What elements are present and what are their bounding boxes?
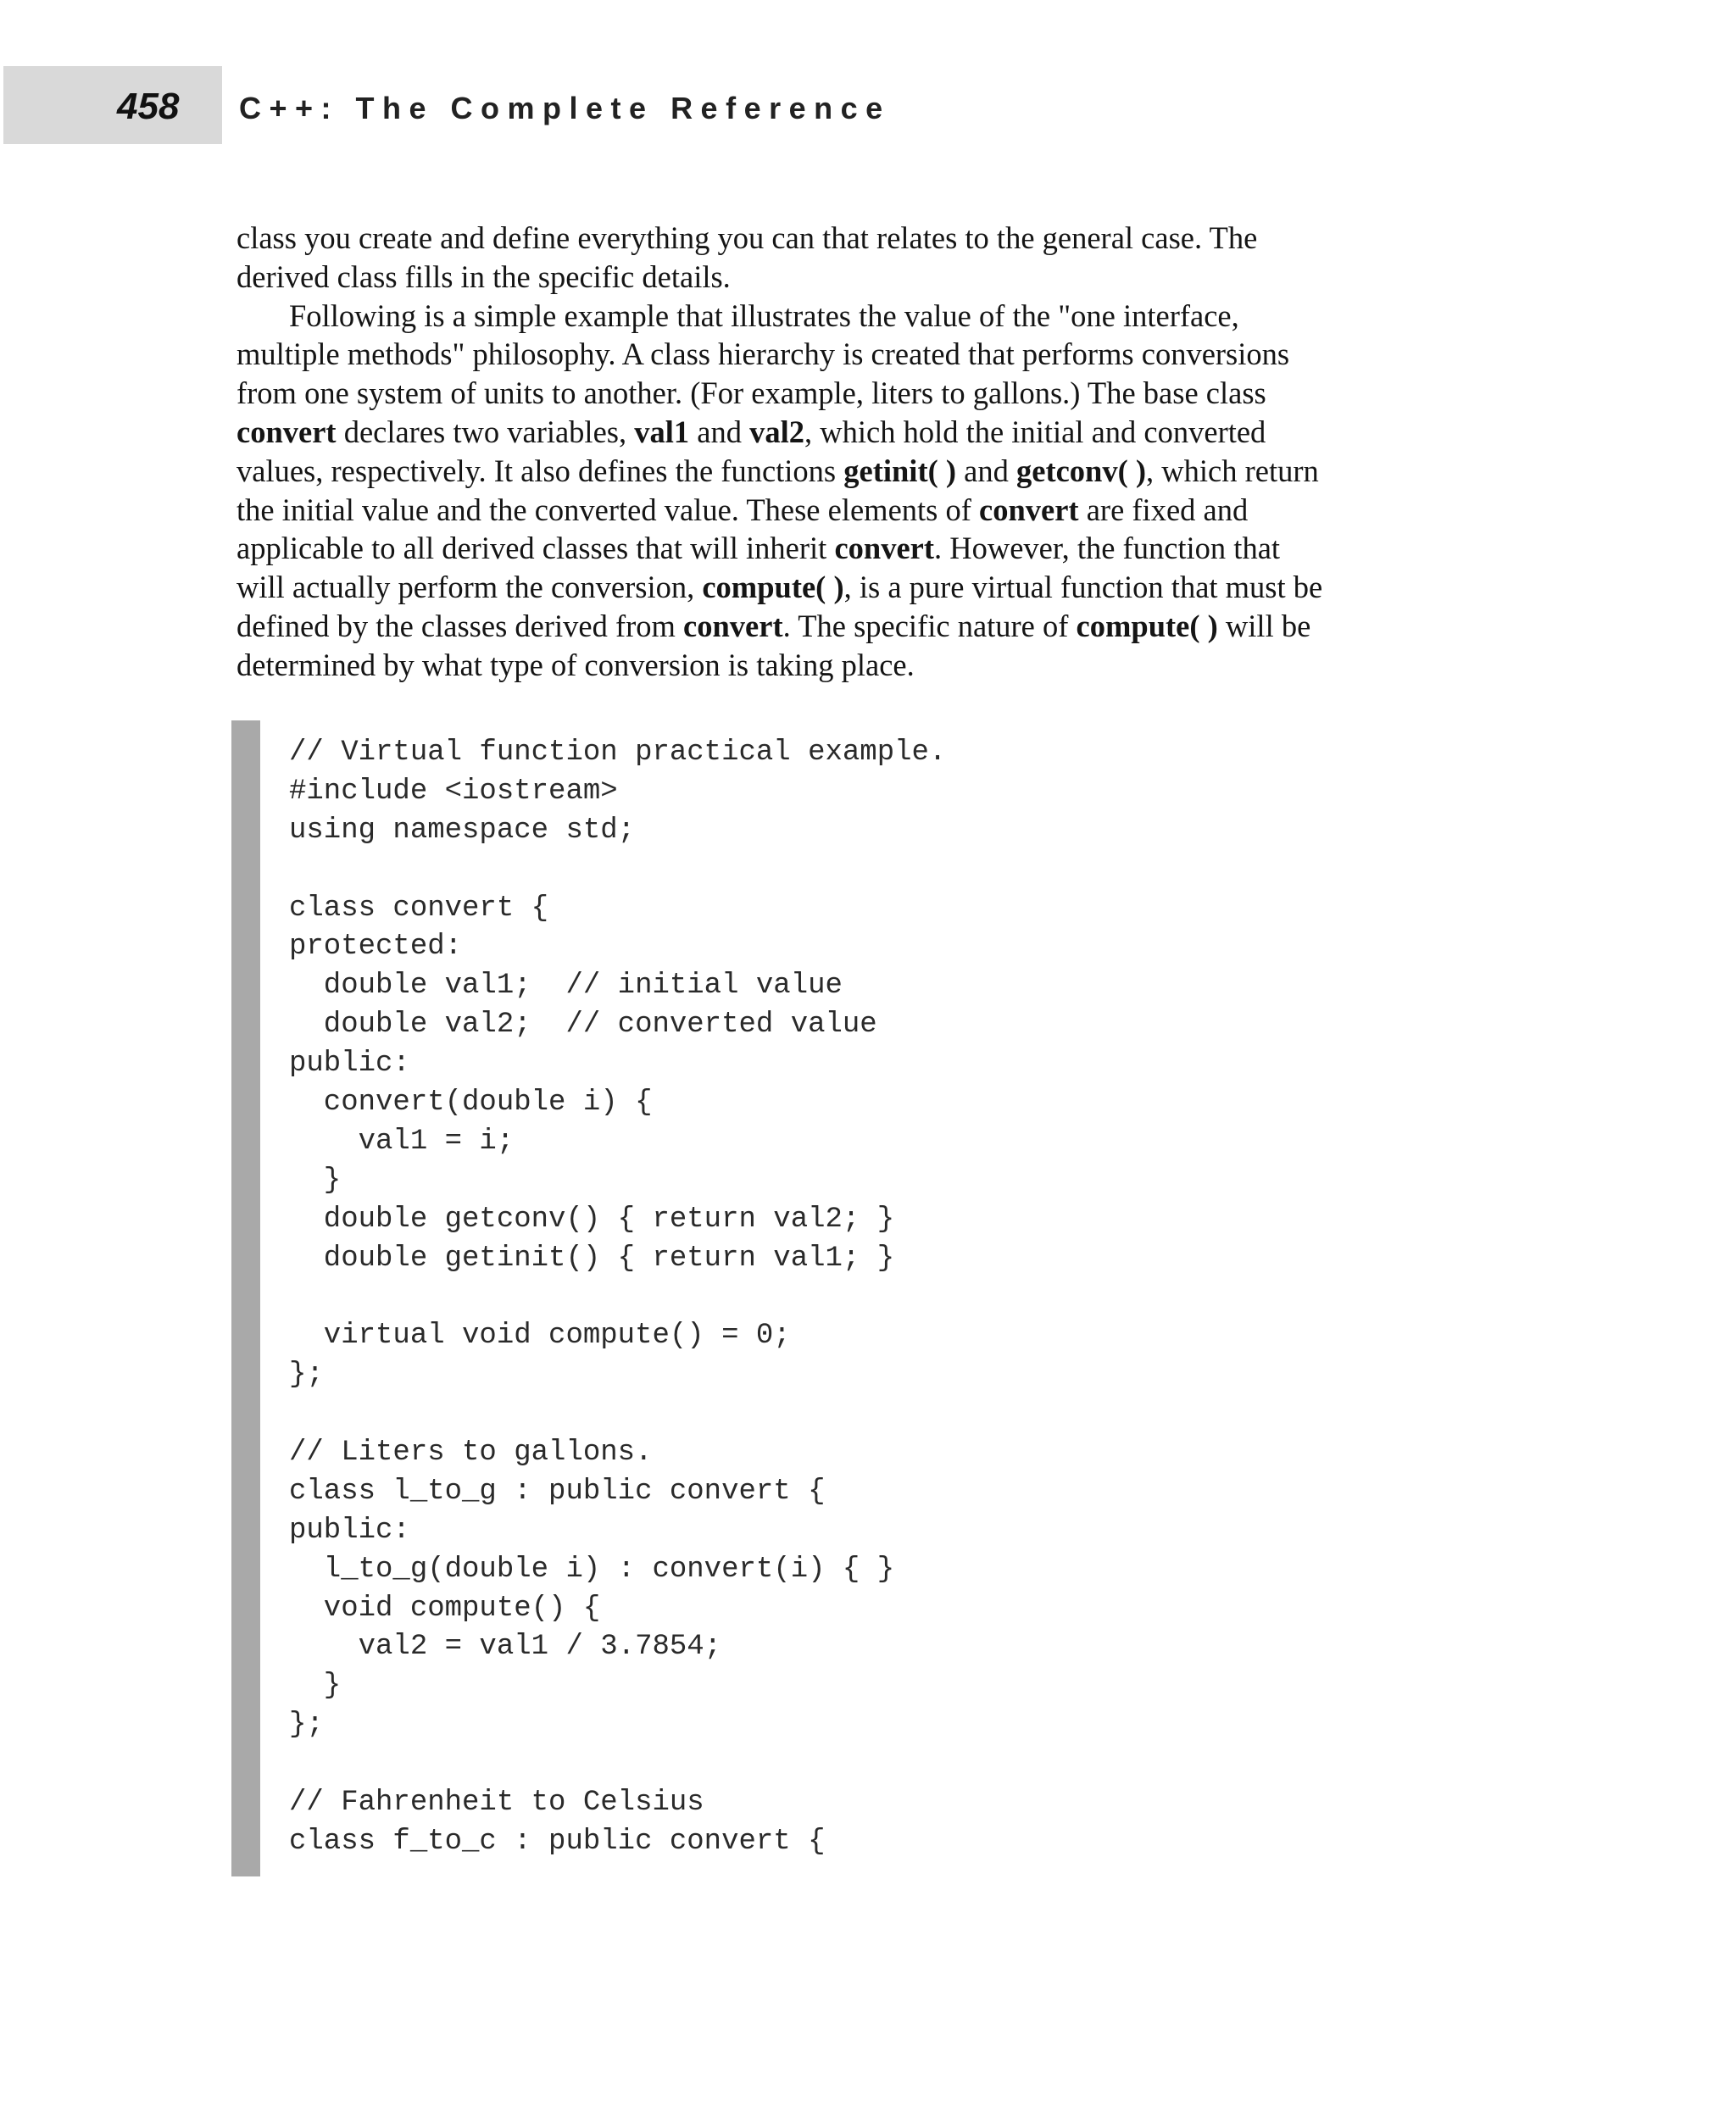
code-line: val2 = val1 / 3.7854; [289, 1631, 722, 1664]
code-line: class l_to_g : public convert { [289, 1475, 826, 1508]
code-line: }; [289, 1359, 324, 1392]
body-text-run: will be [1217, 608, 1311, 643]
body-line [236, 568, 1500, 607]
body-text-run: , is a pure virtual function that must be [843, 570, 1323, 605]
body-text-run: values, respectively. It also defines the functions [236, 453, 844, 488]
code-term: getconv( ) [1016, 453, 1147, 488]
code-line: // Fahrenheit to Celsius [289, 1787, 704, 1820]
code-line [289, 1745, 946, 1784]
body-line: multiple methods" philosophy. A class hierarchy is created that performs conversions [236, 336, 1290, 372]
code-listing-bar [231, 720, 260, 1876]
code-line: } [289, 1670, 342, 1703]
body-text-run: . However, the function that [934, 531, 1281, 566]
code-term: convert [683, 608, 783, 643]
code-line [289, 1278, 946, 1317]
code-line: public: [289, 1514, 410, 1547]
body-line: from one system of units to another. (For example, liters to gallons.) The base class [236, 375, 1266, 411]
code-line: #include <iostream> [289, 775, 618, 808]
code-line: }; [289, 1709, 324, 1742]
code-line: double val1; // initial value [289, 970, 843, 1003]
page-number: 458 [117, 86, 180, 127]
body-line [236, 607, 1500, 646]
code-line: // Virtual function practical example. [289, 737, 947, 769]
code-term: convert [979, 492, 1079, 527]
body-text-run: are fixed and [1078, 492, 1249, 527]
code-line: val1 = i; [289, 1125, 515, 1158]
body-line: Following is a simple example that illustrates the value of the "one interface, [289, 297, 1239, 333]
code-line: class f_to_c : public convert { [289, 1825, 826, 1858]
code-line: class convert { [289, 892, 549, 925]
code-line: } [289, 1164, 342, 1197]
body-text-run: . The specific nature of [782, 608, 1077, 643]
code-term: getinit( ) [843, 453, 957, 488]
running-head-title: C++: The Complete Reference [239, 91, 891, 125]
code-line: // Liters to gallons. [289, 1437, 653, 1470]
code-line [289, 1395, 946, 1434]
code-line [289, 851, 946, 890]
body-line [236, 491, 1500, 530]
code-line: l_to_g(double i) : convert(i) { } [289, 1553, 895, 1586]
code-term: convert [834, 531, 935, 566]
code-term: compute( ) [702, 570, 844, 605]
code-line: using namespace std; [289, 814, 636, 847]
body-line: determined by what type of conversion is taking place. [236, 647, 915, 682]
code-line: virtual void compute() = 0; [289, 1320, 791, 1353]
code-line: convert(double i) { [289, 1087, 653, 1120]
code-line: double getinit() { return val1; } [289, 1242, 895, 1275]
code-line: double val2; // converted value [289, 1009, 877, 1042]
code-line: protected: [289, 931, 463, 964]
body-paragraphs [236, 219, 1500, 685]
code-term: convert [236, 414, 337, 449]
code-term: val2 [749, 414, 804, 449]
body-line [236, 452, 1500, 491]
body-line [236, 529, 1500, 568]
body-text-run: applicable to all derived classes that will inherit [236, 531, 835, 566]
body-text-run: defined by the classes derived from [236, 608, 684, 643]
code-line: double getconv() { return val2; } [289, 1203, 895, 1236]
body-text-run: declares two variables, [336, 414, 635, 449]
body-line [236, 413, 1500, 452]
header-tab [3, 66, 222, 144]
body-text-run: , which hold the initial and converted [804, 414, 1266, 449]
body-text-run: and [689, 414, 750, 449]
body-text-run: will actually perform the conversion, [236, 570, 703, 605]
code-listing [289, 734, 946, 1862]
code-line: void compute() { [289, 1592, 601, 1625]
code-term: val1 [634, 414, 690, 449]
code-line: public: [289, 1048, 410, 1081]
body-text-run: and [956, 453, 1016, 488]
body-line: derived class fills in the specific details. [236, 259, 731, 294]
body-line: class you create and define everything you can that relates to the general case. The [236, 220, 1258, 255]
code-term: compute( ) [1076, 608, 1218, 643]
body-text-run: , which return [1146, 453, 1319, 488]
body-text-run: the initial value and the converted value. These elements of [236, 492, 980, 527]
